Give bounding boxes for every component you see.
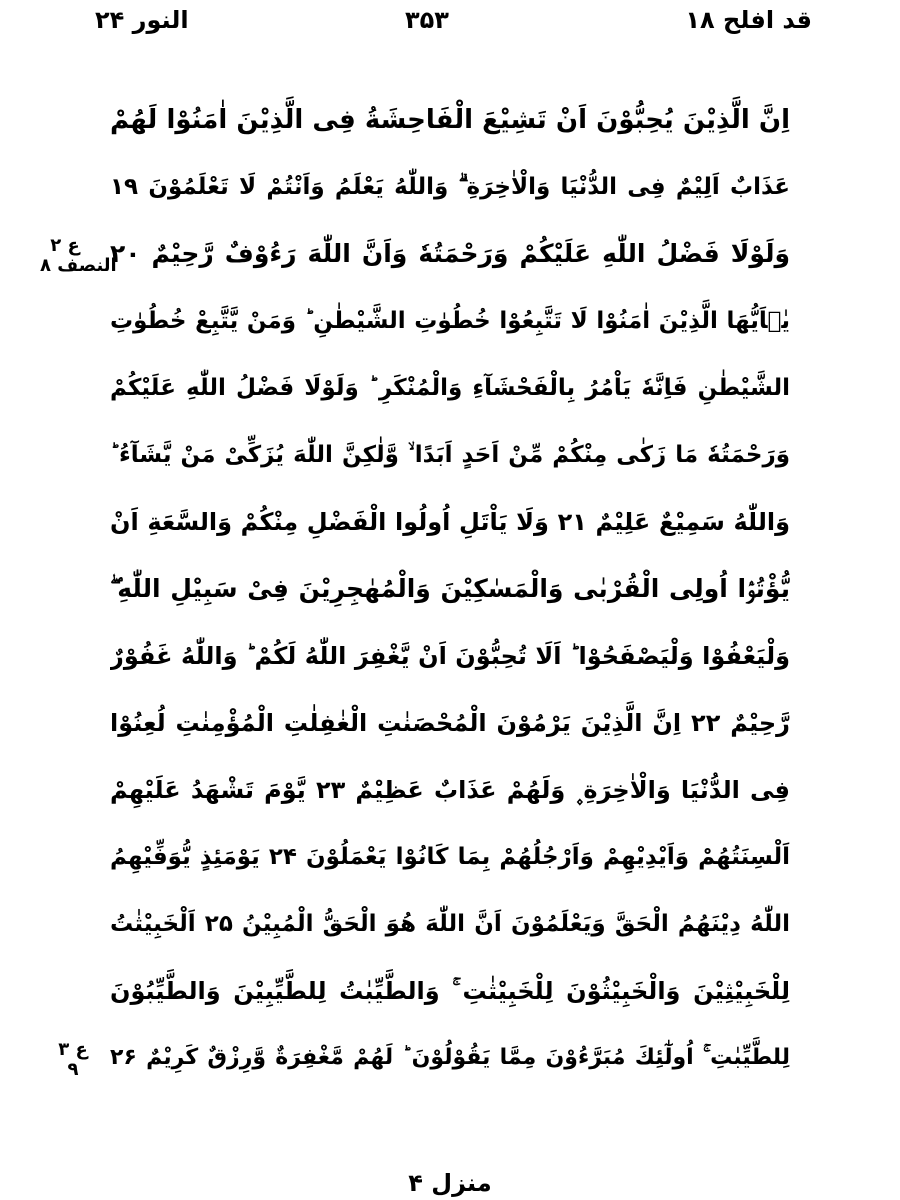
ruku-marker-bottom-line-2: ۹ (67, 1059, 79, 1080)
ruku-marker-bottom (48, 1040, 98, 1080)
ruku-marker-top-line-2: النصف ۸ (40, 255, 117, 276)
text-line-10: رَّحِيْمٌ ۲۲ اِنَّ الَّذِيْنَ يَرْمُوْنَ الْمُحْصَنٰتِ الْغٰفِلٰتِ الْمُؤْمِنٰتِ لُعِنُوْا (110, 709, 790, 737)
text-line-3: وَلَوْلَا فَضْلُ اللّٰهِ عَلَيْكُمْ وَرَحْمَتُهٗ وَاَنَّ اللّٰهَ رَءُوْفٌ رَّحِيْمٌ ۲۰ (110, 239, 790, 268)
text-line-5: الشَّيْطٰنِ فَاِنَّهٗ يَاْمُرُ بِالْفَحْشَآءِ وَالْمُنْكَرِ ؕ وَلَوْلَا فَضْلُ اللّٰهِ عَلَيْكُمْ (110, 375, 790, 401)
surah-name: النور ۲۴ (95, 6, 189, 34)
page-header (0, 0, 900, 40)
text-line-12: اَلْسِنَتُهُمْ وَاَيْدِيْهِمْ وَاَرْجُلُهُمْ بِمَا كَانُوْا يَعْمَلُوْنَ ۲۴ يَوْمَئِذٍ يُّوَفِّيْهِمُ (110, 844, 790, 870)
para-name: قد افلح ۱۸ (685, 6, 812, 34)
text-line-4: يٰۤاَيُّهَا الَّذِيْنَ اٰمَنُوْا لَا تَتَّبِعُوْا خُطُوٰتِ الشَّيْطٰنِ ؕ وَمَنْ يَّتَّبِعْ خُطُوٰتِ (110, 308, 790, 334)
text-line-7: وَاللّٰهُ سَمِيْعٌ عَلِيْمٌ ۲۱ وَلَا يَاْتَلِ اُولُوا الْفَضْلِ مِنْكُمْ وَالسَّعَةِ اَنْ (110, 508, 790, 536)
text-line-2: عَذَابٌ اَلِيْمٌ فِى الدُّنْيَا وَالْاٰخِرَةِ ۗ وَاللّٰهُ يَعْلَمُ وَاَنْتُمْ لَا تَعْلَمُوْنَ ۱۹ (110, 174, 790, 200)
text-line-13: اللّٰهُ دِيْنَهُمُ الْحَقَّ وَيَعْلَمُوْنَ اَنَّ اللّٰهَ هُوَ الْحَقُّ الْمُبِيْنُ ۲۵ اَلْخَبِيْثٰتُ (110, 911, 790, 937)
ruku-marker-top (40, 235, 117, 276)
text-line-15: لِلطَّيِّبٰتِ ۚ اُولٰٓئِكَ مُبَرَّءُوْنَ مِمَّا يَقُوْلُوْنَ ؕ لَهُمْ مَّغْفِرَةٌ وَّرِزْقٌ كَرِيْمٌ ۲۶ (110, 1045, 790, 1070)
manzil-footer: منزل ۴ (408, 1169, 492, 1197)
text-line-1: اِنَّ الَّذِيْنَ يُحِبُّوْنَ اَنْ تَشِيْعَ الْفَاحِشَةُ فِى الَّذِيْنَ اٰمَنُوْا لَهُمْ (110, 105, 790, 135)
text-line-14: لِلْخَبِيْثِيْنَ وَالْخَبِيْثُوْنَ لِلْخَبِيْثٰتِ ۚ وَالطَّيِّبٰتُ لِلطَّيِّبِيْنَ وَالطَّيِّبُوْنَ (110, 977, 790, 1005)
ruku-marker-top-line-1: ع ۲ (50, 235, 80, 256)
text-line-11: فِى الدُّنْيَا وَالْاٰخِرَةِ ۪ وَلَهُمْ عَذَابٌ عَظِيْمٌ ۲۳ يَّوْمَ تَشْهَدُ عَلَيْهِمْ (110, 776, 790, 804)
page-number: ۳۵۳ (405, 6, 449, 34)
quran-text-block (110, 88, 790, 1138)
text-line-6: وَرَحْمَتُهٗ مَا زَكٰى مِنْكُمْ مِّنْ اَحَدٍ اَبَدًا ۙ وَّلٰكِنَّ اللّٰهَ يُزَكِّىْ مَنْ يَّشَآءُ ؕ (110, 442, 790, 468)
text-line-8: يُّؤْتُوْۤا اُولِى الْقُرْبٰى وَالْمَسٰكِيْنَ وَالْمُهٰجِرِيْنَ فِىْ سَبِيْلِ اللّٰهِ ۖ (110, 574, 790, 603)
text-line-9: وَلْيَعْفُوْا وَلْيَصْفَحُوْا ؕ اَلَا تُحِبُّوْنَ اَنْ يَّغْفِرَ اللّٰهُ لَكُمْ ؕ وَاللّٰهُ غَفُوْرٌ (110, 642, 790, 670)
ruku-marker-bottom-line-1: ع ۳ (58, 1039, 88, 1060)
